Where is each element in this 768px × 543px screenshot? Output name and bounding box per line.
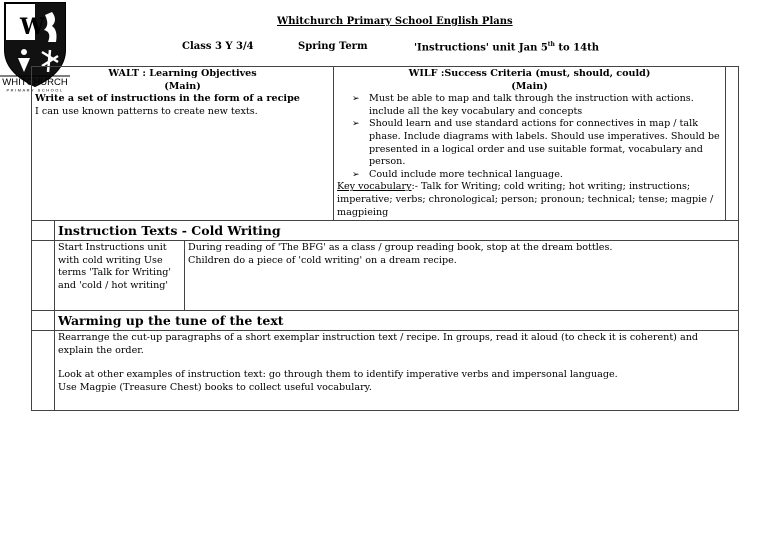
indent-cell [32,331,55,411]
walt-sub: (Main) [164,80,201,92]
cold-writing-heading: Instruction Texts - Cold Writing [55,221,739,241]
criteria-list [337,93,722,181]
crest-school-name: WHITCHURCH [2,77,68,88]
wilf-heading: WILF :Success Criteria (must, should, could) [408,68,651,79]
criteria-item: ➢ Should learn and use standard actions for connectives in map / talk phase. Include diagrams with labels. Should use imperatives. Should be presented in a logical order and use suitable format, vocabulary and person. [369,118,722,168]
class-year: Class 3 Y 3/4 [182,41,254,52]
indent-cell [32,241,55,311]
cold-right-cell [185,241,739,311]
warm-body-row [32,331,739,411]
cold-line-1: During reading of 'The BFG' as a class / group reading book, stop at the dream bottles. [188,242,613,254]
unit-prefix: 'Instructions' unit Jan 5 [414,42,548,54]
cold-line-2: Children do a piece of 'cold writing' on a dream recipe. [188,254,457,266]
warm-para-3: Use Magpie (Treasure Chest) books to collect useful vocabulary. [58,381,372,393]
warming-up-heading: Warming up the tune of the text [55,311,739,331]
walt-detail: I can use known patterns to create new texts. [35,105,258,117]
cold-body-row [32,241,739,311]
plan-table [31,66,739,411]
cold-left-cell: Start Instructions unit with cold writing Use terms 'Talk for Writing' and 'cold / hot writing' [55,241,185,311]
unit-sup: th [547,41,555,48]
objectives-row [32,67,739,221]
key-vocabulary [337,181,722,219]
wilf-cell [334,67,726,221]
criteria-item: ➢ Could include more technical language. [369,169,722,182]
criteria-item: ➢ Must be able to map and talk through the instruction with actions. include all the key vocabulary and concepts [369,93,722,118]
page-title: Whitchurch Primary School English Plans [277,16,513,27]
crest-school-sub: PRIMARY SCHOOL [6,87,64,92]
unit-dates [414,41,599,53]
side-cell [726,67,739,221]
wilf-sub: (Main) [511,80,548,92]
warm-body-cell [55,331,739,411]
cold-heading-row [32,221,739,241]
warm-para-1: Rearrange the cut-up paragraphs of a short exemplar instruction text / recipe. In groups, read it aloud (to check it is coherent) and explain the order. [58,332,699,356]
indent-cell [32,221,55,241]
walt-objective: Write a set of instructions in the form of a recipe [35,93,300,105]
indent-cell [32,311,55,331]
walt-cell [32,67,334,221]
crest-letter: W [20,14,45,40]
unit-suffix: to 14th [554,42,599,54]
key-vocabulary-text: :- Talk for Writing; cold writing; hot writing; instructions; imperative; verbs; chronological; person; pronoun; technical; tense; magpie / magpieing [337,181,714,218]
walt-heading: WALT : Learning Objectives [108,68,257,79]
key-vocabulary-label: Key vocabulary [337,181,412,193]
term: Spring Term [298,41,368,52]
warm-heading-row [32,311,739,331]
warm-para-2: Look at other examples of instruction text: go through them to identify imperative verbs and impersonal language. [58,369,618,381]
